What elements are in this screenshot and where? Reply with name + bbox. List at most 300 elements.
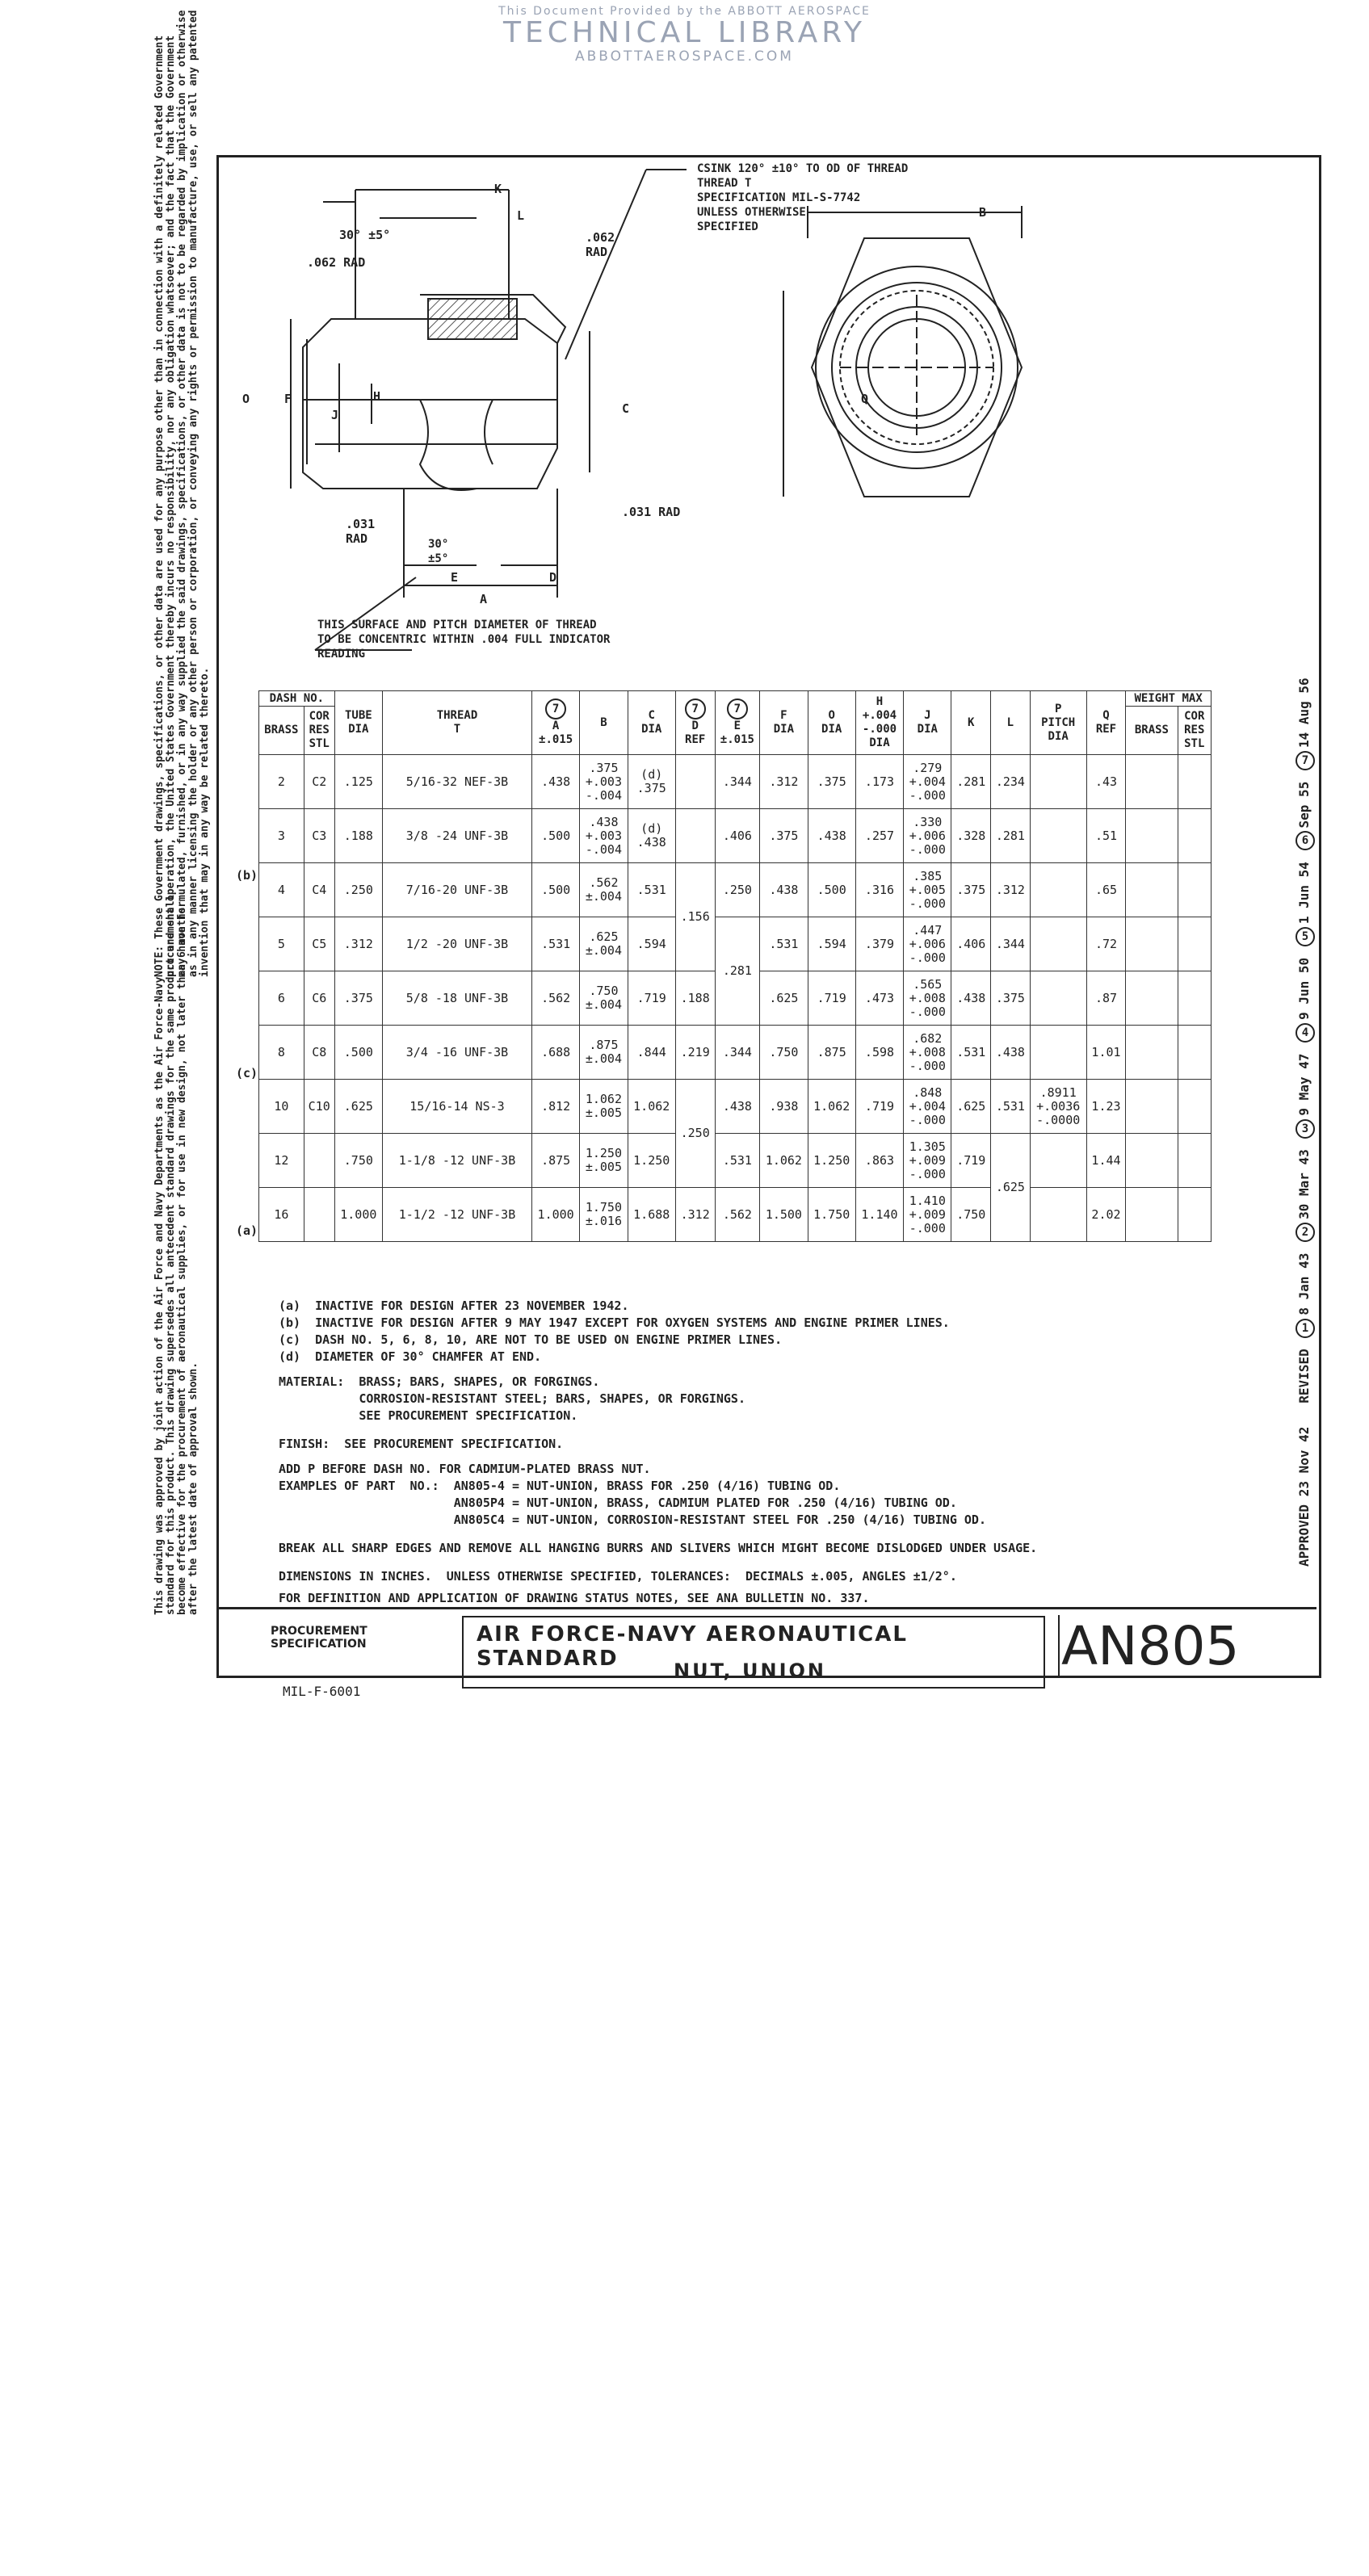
cell-weight-w_brass — [1126, 755, 1178, 809]
cell-c: .844 — [628, 1026, 675, 1080]
cell-brass: 8 — [259, 1026, 304, 1080]
rev-circle-6: 6 — [1296, 831, 1315, 850]
cell-weight-w_brass — [1126, 917, 1178, 971]
revision-strip — [1292, 678, 1317, 2576]
dimension-table — [258, 690, 1212, 1242]
cell-h: .719 — [855, 1080, 903, 1134]
table-row — [259, 809, 1212, 863]
hdr-k: K — [951, 691, 991, 755]
label-031-rad-left: .031 RAD — [346, 517, 376, 546]
cell-j: .848 +.004 -.000 — [904, 1080, 951, 1134]
cell-e: .562 — [715, 1188, 760, 1242]
cell-tube: .750 — [334, 1134, 382, 1188]
hdr-f-text: F DIA — [773, 709, 795, 736]
hdr-o-text: O DIA — [821, 709, 842, 736]
rev-circle-5: 5 — [1296, 927, 1315, 946]
side-marker-a: (a) — [236, 1223, 258, 1238]
cell-q: 1.44 — [1086, 1134, 1126, 1188]
dim-a: A — [480, 592, 488, 606]
hdr-corres-text: COR RES STL — [309, 710, 330, 750]
drawing-number: AN805 — [1061, 1615, 1240, 1677]
cell-cor: C3 — [304, 809, 334, 863]
cell-q: .72 — [1086, 917, 1126, 971]
cell-weight-w_cor — [1178, 917, 1211, 971]
part-name: NUT, UNION — [674, 1659, 826, 1682]
dim-q: Q — [861, 392, 869, 406]
hdr-c-text: C DIA — [641, 709, 662, 736]
cell-brass: 4 — [259, 863, 304, 917]
cell-o: 1.750 — [808, 1188, 855, 1242]
cell-j: .385 +.005 -.000 — [904, 863, 951, 917]
cell-c: .594 — [628, 917, 675, 971]
cell-h: .863 — [855, 1134, 903, 1188]
rev-circle-7: 7 — [1296, 751, 1315, 770]
cell-weight-w_brass — [1126, 971, 1178, 1026]
cell-j: 1.305 +.009 -.000 — [904, 1134, 951, 1188]
rev-4-date: 9 Jun 50 — [1296, 957, 1312, 1020]
note7-circle-e: 7 — [727, 699, 748, 720]
spacer — [279, 1453, 1037, 1461]
side-note-line7: standard for this product. This drawing supersedes all antecedent standard drawings for the same product and shall — [165, 894, 177, 1615]
cell-c: (d) .438 — [628, 809, 675, 863]
cell-l: .312 — [991, 863, 1031, 917]
spacer — [279, 1529, 1037, 1540]
cell-q: .43 — [1086, 755, 1126, 809]
cell-cor: C6 — [304, 971, 334, 1026]
table-row — [259, 917, 1212, 971]
hdr-weight: WEIGHT MAX — [1126, 691, 1212, 707]
cell-q: 2.02 — [1086, 1188, 1126, 1242]
cell-l: .531 — [991, 1080, 1031, 1134]
cell-d-merged: .156 — [675, 863, 715, 971]
note-a: (a) INACTIVE FOR DESIGN AFTER 23 NOVEMBER 1942. — [279, 1298, 629, 1313]
cell-tube: .312 — [334, 917, 382, 971]
hdr-e-text: E ±.015 — [720, 720, 754, 746]
cell-e: .344 — [715, 755, 760, 809]
cell-e: .438 — [715, 1080, 760, 1134]
cell-h: 1.140 — [855, 1188, 903, 1242]
header-line1: This Document Provided by the ABBOTT AEROSPACE — [498, 5, 871, 18]
cell-a: .875 — [531, 1134, 579, 1188]
cell-f: .750 — [760, 1026, 808, 1080]
rev-circle-2: 2 — [1296, 1223, 1315, 1242]
cell-l: .375 — [991, 971, 1031, 1026]
cell-j: .565 +.008 -.000 — [904, 971, 951, 1026]
label-062-rad-left: .062 RAD — [307, 255, 366, 270]
cell-c: .719 — [628, 971, 675, 1026]
side-note-line1: NOTE: These Government drawings, specifications, or other data are used for any purpose other than in connection with a definitely related Government — [153, 35, 166, 977]
hatched-section — [428, 299, 517, 339]
dim-o: O — [242, 392, 250, 406]
rev-circle-1: 1 — [1296, 1319, 1315, 1338]
hdr-thread-text: THREAD T — [436, 709, 478, 736]
cell-p — [1030, 809, 1086, 863]
cell-cor: C10 — [304, 1080, 334, 1134]
cell-b: .625 ±.004 — [580, 917, 628, 971]
cell-cor: C8 — [304, 1026, 334, 1080]
hdr-d — [675, 691, 715, 755]
cell-b: 1.250 ±.005 — [580, 1134, 628, 1188]
note-material-1: MATERIAL: BRASS; BARS, SHAPES, OR FORGINGS. — [279, 1374, 600, 1389]
library-header — [0, 5, 1369, 65]
dim-l: L — [517, 208, 525, 223]
hdr-a — [531, 691, 579, 755]
cell-e: .406 — [715, 809, 760, 863]
cell-weight-w_brass — [1126, 809, 1178, 863]
cell-weight-w_brass — [1126, 1134, 1178, 1188]
hdr-b: B — [580, 691, 628, 755]
hdr-c — [628, 691, 675, 755]
cell-thread: 3/8 -24 UNF-3B — [382, 809, 531, 863]
cell-weight-w_cor — [1178, 1188, 1211, 1242]
cell-d: .188 — [675, 971, 715, 1026]
side-note-line9: after the latest date of approval shown. — [187, 1361, 199, 1615]
cell-q: .65 — [1086, 863, 1126, 917]
note7-circle-d: 7 — [685, 699, 706, 720]
hdr-d-text: D REF — [685, 720, 706, 746]
dim-e: E — [451, 570, 459, 585]
cell-q: .51 — [1086, 809, 1126, 863]
cell-d — [675, 755, 715, 809]
side-note-line2: procurement operation, the United States Government thereby incurs no responsibility, nor any obligation whatsoever; and the fact that the Government — [165, 35, 177, 977]
cell-p — [1030, 971, 1086, 1026]
hdr-h-text: H +.004 -.000 DIA — [862, 695, 897, 749]
cell-cor: C5 — [304, 917, 334, 971]
table-row — [259, 1080, 1212, 1134]
cell-l-merged: .625 — [991, 1134, 1031, 1242]
drawing-number-box — [1058, 1615, 1315, 1678]
table-row — [259, 1134, 1212, 1188]
rev-3-date: 9 May 47 — [1296, 1053, 1312, 1116]
hdr-q — [1086, 691, 1126, 755]
hdr-thread — [382, 691, 531, 755]
cell-j: .682 +.008 -.000 — [904, 1026, 951, 1080]
hdr-j-text: J DIA — [917, 709, 938, 736]
side-note-line6: This drawing was approved by joint action of the Air Force and Navy Departments as the Air Force-Navy — [153, 976, 166, 1615]
spacer — [279, 1424, 1037, 1436]
procurement-label — [271, 1625, 367, 1651]
header-line2: TECHNICAL LIBRARY — [502, 16, 866, 49]
label-30deg-bottom: 30° ±5° — [428, 538, 449, 565]
note-c: (c) DASH NO. 5, 6, 8, 10, ARE NOT TO BE USED ON ENGINE PRIMER LINES. — [279, 1332, 783, 1347]
callout-thread-spec: CSINK 120° ±10° TO OD OF THREAD THREAD T SPECIFICATION MIL-S-7742 UNLESS OTHERWISE SPECIFIED — [697, 162, 909, 233]
cell-tube: .188 — [334, 809, 382, 863]
cell-weight-w_cor — [1178, 809, 1211, 863]
hdr-h — [855, 691, 903, 755]
cell-k: .328 — [951, 809, 991, 863]
cell-weight-w_brass — [1126, 1080, 1178, 1134]
cell-f: .938 — [760, 1080, 808, 1134]
cell-o: .500 — [808, 863, 855, 917]
cell-c: 1.062 — [628, 1080, 675, 1134]
cell-thread: 1-1/8 -12 UNF-3B — [382, 1134, 531, 1188]
hdr-p-text: P PITCH DIA — [1041, 702, 1076, 743]
dim-d: D — [549, 570, 557, 585]
procurement-line1: PROCUREMENT — [271, 1625, 367, 1638]
cell-k: .750 — [951, 1188, 991, 1242]
cell-k: .719 — [951, 1134, 991, 1188]
cell-b: .438 +.003 -.004 — [580, 809, 628, 863]
side-legal-note — [153, 10, 211, 1631]
rev-1-date: 8 Jan 43 — [1296, 1252, 1312, 1315]
cell-cor — [304, 1188, 334, 1242]
cell-d: .219 — [675, 1026, 715, 1080]
cell-d-merged: .250 — [675, 1080, 715, 1188]
cell-e: .531 — [715, 1134, 760, 1188]
note-d: (d) DIAMETER OF 30° CHAMFER AT END. — [279, 1349, 542, 1364]
note-dimensions: DIMENSIONS IN INCHES. UNLESS OTHERWISE SPECIFIED, TOLERANCES: DECIMALS ±.005, ANGLES ±1/2°. — [279, 1569, 957, 1584]
label-30deg-top: 30° ±5° — [339, 228, 391, 242]
callout-concentricity: THIS SURFACE AND PITCH DIAMETER OF THREAD TO BE CONCENTRIC WITHIN .004 FULL INDICATOR READING — [317, 619, 611, 661]
cell-l: .234 — [991, 755, 1031, 809]
cell-weight-w_cor — [1178, 863, 1211, 917]
cell-d: .312 — [675, 1188, 715, 1242]
cell-o: .719 — [808, 971, 855, 1026]
side-marker-b: (b) — [236, 868, 258, 883]
cell-j: .447 +.006 -.000 — [904, 917, 951, 971]
table-body — [259, 755, 1212, 1242]
cell-thread: 15/16-14 NS-3 — [382, 1080, 531, 1134]
spacer — [279, 1366, 1037, 1374]
note-example-1: EXAMPLES OF PART NO.: AN805-4 = NUT-UNION, BRASS FOR .250 (4/16) TUBING OD. — [279, 1479, 841, 1493]
cell-weight-w_cor — [1178, 755, 1211, 809]
cell-q: .87 — [1086, 971, 1126, 1026]
cell-e: .344 — [715, 1026, 760, 1080]
cell-j: 1.410 +.009 -.000 — [904, 1188, 951, 1242]
label-031-rad-right: .031 RAD — [622, 505, 681, 519]
hdr-j — [904, 691, 951, 755]
cell-l: .438 — [991, 1026, 1031, 1080]
cell-o: 1.250 — [808, 1134, 855, 1188]
cell-k: .375 — [951, 863, 991, 917]
spacer — [279, 1557, 1037, 1568]
cell-weight-w_cor — [1178, 1134, 1211, 1188]
note-material-2: CORROSION-RESISTANT STEEL; BARS, SHAPES, OR FORGINGS. — [279, 1391, 745, 1406]
side-note-line4: as in any manner licensing the holder or any other person or corporation, or conveying any rights or permission to manufacture, use, or sell any patented — [187, 10, 199, 977]
cell-o: 1.062 — [808, 1080, 855, 1134]
cell-p — [1030, 755, 1086, 809]
cell-h: .257 — [855, 809, 903, 863]
cell-o: .594 — [808, 917, 855, 971]
hdr-tube — [334, 691, 382, 755]
cell-h: .598 — [855, 1026, 903, 1080]
cell-thread: 7/16-20 UNF-3B — [382, 863, 531, 917]
cell-thread: 1/2 -20 UNF-3B — [382, 917, 531, 971]
cell-b: .562 ±.004 — [580, 863, 628, 917]
hdr-o — [808, 691, 855, 755]
cell-c: 1.688 — [628, 1188, 675, 1242]
rev-5-date: 1 Jun 54 — [1296, 862, 1312, 925]
note-burrs: BREAK ALL SHARP EDGES AND REMOVE ALL HANGING BURRS AND SLIVERS WHICH MIGHT BECOME DISLODGED UNDER USAGE. — [279, 1541, 1038, 1555]
cell-p — [1030, 917, 1086, 971]
side-note-line5: invention that may in any way be related thereto. — [199, 667, 211, 977]
cell-thread: 1-1/2 -12 UNF-3B — [382, 1188, 531, 1242]
approved-date: APPROVED 23 Nov 42 — [1296, 1426, 1312, 1567]
hdr-tube-text: TUBE DIA — [344, 709, 372, 736]
note-b: (b) INACTIVE FOR DESIGN AFTER 9 MAY 1947 EXCEPT FOR OXYGEN SYSTEMS AND ENGINE PRIMER LINES. — [279, 1315, 950, 1330]
cell-cor: C2 — [304, 755, 334, 809]
note7-circle-a: 7 — [545, 699, 566, 720]
hdr-weight-cor-text: COR RES STL — [1184, 710, 1205, 750]
note-add-p: ADD P BEFORE DASH NO. FOR CADMIUM-PLATED BRASS NUT. — [279, 1462, 651, 1476]
cell-a: .500 — [531, 809, 579, 863]
cell-b: 1.750 ±.016 — [580, 1188, 628, 1242]
cell-b: .750 ±.004 — [580, 971, 628, 1026]
rev-circle-3: 3 — [1296, 1119, 1315, 1139]
header-line3: ABBOTTAEROSPACE.COM — [575, 48, 794, 65]
cell-cor: C4 — [304, 863, 334, 917]
cell-tube: 1.000 — [334, 1188, 382, 1242]
cell-q: 1.01 — [1086, 1026, 1126, 1080]
standard-title: AIR FORCE-NAVY AERONAUTICAL STANDARD — [477, 1622, 908, 1671]
procurement-line2: SPECIFICATION — [271, 1638, 367, 1651]
side-marker-c: (c) — [236, 1066, 258, 1080]
cell-c: (d) .375 — [628, 755, 675, 809]
cell-tube: .625 — [334, 1080, 382, 1134]
cell-a: .500 — [531, 863, 579, 917]
cell-brass: 3 — [259, 809, 304, 863]
cell-a: .531 — [531, 917, 579, 971]
cell-p — [1030, 863, 1086, 917]
cell-weight-w_cor — [1178, 1026, 1211, 1080]
cell-c: 1.250 — [628, 1134, 675, 1188]
cell-brass: 2 — [259, 755, 304, 809]
cell-e-merged: .281 — [715, 917, 760, 1026]
note-material-3: SEE PROCUREMENT SPECIFICATION. — [279, 1408, 578, 1423]
cell-b: 1.062 ±.005 — [580, 1080, 628, 1134]
cell-tube: .250 — [334, 863, 382, 917]
cell-brass: 6 — [259, 971, 304, 1026]
cell-thread: 3/4 -16 UNF-3B — [382, 1026, 531, 1080]
hdr-e — [715, 691, 760, 755]
cell-thread: 5/8 -18 UNF-3B — [382, 971, 531, 1026]
hdr-brass: BRASS — [259, 707, 304, 755]
cell-q: 1.23 — [1086, 1080, 1126, 1134]
note-example-2: AN805P4 = NUT-UNION, BRASS, CADMIUM PLATED FOR .250 (4/16) TUBING OD. — [279, 1496, 957, 1510]
cell-f: .625 — [760, 971, 808, 1026]
cell-tube: .375 — [334, 971, 382, 1026]
cell-a: .812 — [531, 1080, 579, 1134]
revised-label: REVISED — [1296, 1349, 1312, 1403]
note-finish: FINISH: SEE PROCUREMENT SPECIFICATION. — [279, 1437, 564, 1451]
standard-box — [462, 1616, 1045, 1689]
dim-k: K — [494, 182, 502, 196]
cell-h: .379 — [855, 917, 903, 971]
cell-p — [1030, 1134, 1086, 1188]
hdr-l: L — [991, 691, 1031, 755]
hdr-dash: DASH NO. — [259, 691, 335, 707]
rev-2-date: 30 Mar 43 — [1296, 1149, 1312, 1219]
cell-brass: 12 — [259, 1134, 304, 1188]
cell-f: .531 — [760, 917, 808, 971]
cell-cor — [304, 1134, 334, 1188]
cell-f: .438 — [760, 863, 808, 917]
cell-j: .330 +.006 -.000 — [904, 809, 951, 863]
cell-b: .875 ±.004 — [580, 1026, 628, 1080]
cell-j: .279 +.004 -.000 — [904, 755, 951, 809]
cell-k: .281 — [951, 755, 991, 809]
hdr-f — [760, 691, 808, 755]
cell-h: .316 — [855, 863, 903, 917]
cell-k: .406 — [951, 917, 991, 971]
drawing-notes — [279, 1298, 1037, 1607]
rev-7-date: 14 Aug 56 — [1296, 678, 1312, 749]
cell-o: .875 — [808, 1026, 855, 1080]
rev-circle-4: 4 — [1296, 1023, 1315, 1043]
cell-h: .173 — [855, 755, 903, 809]
hdr-corres — [304, 707, 334, 755]
cell-k: .438 — [951, 971, 991, 1026]
cell-tube: .125 — [334, 755, 382, 809]
cell-weight-w_brass — [1126, 863, 1178, 917]
cell-l: .344 — [991, 917, 1031, 971]
cell-brass: 5 — [259, 917, 304, 971]
cell-brass: 10 — [259, 1080, 304, 1134]
cell-a: 1.000 — [531, 1188, 579, 1242]
revision-line — [1296, 678, 1315, 1567]
note-example-3: AN805C4 = NUT-UNION, CORROSION-RESISTANT STEEL FOR .250 (4/16) TUBING OD. — [279, 1512, 986, 1527]
cell-p — [1030, 1026, 1086, 1080]
cell-l: .281 — [991, 809, 1031, 863]
cell-f: 1.500 — [760, 1188, 808, 1242]
dim-f: F — [284, 392, 292, 406]
procurement-spec: MIL-F-6001 — [283, 1684, 361, 1699]
side-note-line3: may have formulated, furnished, or in any way supplied the said drawings, specifications, or other data is not to be regarded by implication or otherwise — [176, 10, 188, 977]
cell-a: .688 — [531, 1026, 579, 1080]
rev-6-date: Sep 55 — [1296, 781, 1312, 829]
cell-weight-w_brass — [1126, 1026, 1178, 1080]
cell-o: .438 — [808, 809, 855, 863]
table-row — [259, 1026, 1212, 1080]
label-062-rad-right: .062 RAD — [586, 230, 615, 259]
cell-thread: 5/16-32 NEF-3B — [382, 755, 531, 809]
table-row — [259, 863, 1212, 917]
cell-o: .375 — [808, 755, 855, 809]
cell-a: .438 — [531, 755, 579, 809]
cell-h: .473 — [855, 971, 903, 1026]
cell-weight-w_cor — [1178, 971, 1211, 1026]
hdr-a-text: A ±.015 — [539, 720, 573, 746]
side-view-outline — [303, 319, 557, 489]
hdr-q-text: Q REF — [1095, 709, 1117, 736]
hdr-weight-brass: BRASS — [1126, 707, 1178, 755]
cell-k: .625 — [951, 1080, 991, 1134]
cell-k: .531 — [951, 1026, 991, 1080]
cell-e: .250 — [715, 863, 760, 917]
cell-tube: .500 — [334, 1026, 382, 1080]
dim-j: J — [331, 408, 339, 422]
dim-c: C — [622, 401, 630, 416]
cell-f: 1.062 — [760, 1134, 808, 1188]
table-row — [259, 1188, 1212, 1242]
cell-weight-w_cor — [1178, 1080, 1211, 1134]
dim-h: H — [373, 389, 381, 404]
cell-b: .375 +.003 -.004 — [580, 755, 628, 809]
cell-brass: 16 — [259, 1188, 304, 1242]
hdr-p — [1030, 691, 1086, 755]
cell-c: .531 — [628, 863, 675, 917]
hdr-weight-cor — [1178, 707, 1211, 755]
cell-a: .562 — [531, 971, 579, 1026]
cell-p: .8911 +.0036 -.0000 — [1030, 1080, 1086, 1134]
note-status: FOR DEFINITION AND APPLICATION OF DRAWING STATUS NOTES, SEE ANA BULLETIN NO. 337. — [279, 1591, 870, 1605]
cell-f: .312 — [760, 755, 808, 809]
cell-d — [675, 809, 715, 863]
cell-f: .375 — [760, 809, 808, 863]
cell-p — [1030, 1188, 1086, 1242]
cell-weight-w_brass — [1126, 1188, 1178, 1242]
table-row — [259, 755, 1212, 809]
